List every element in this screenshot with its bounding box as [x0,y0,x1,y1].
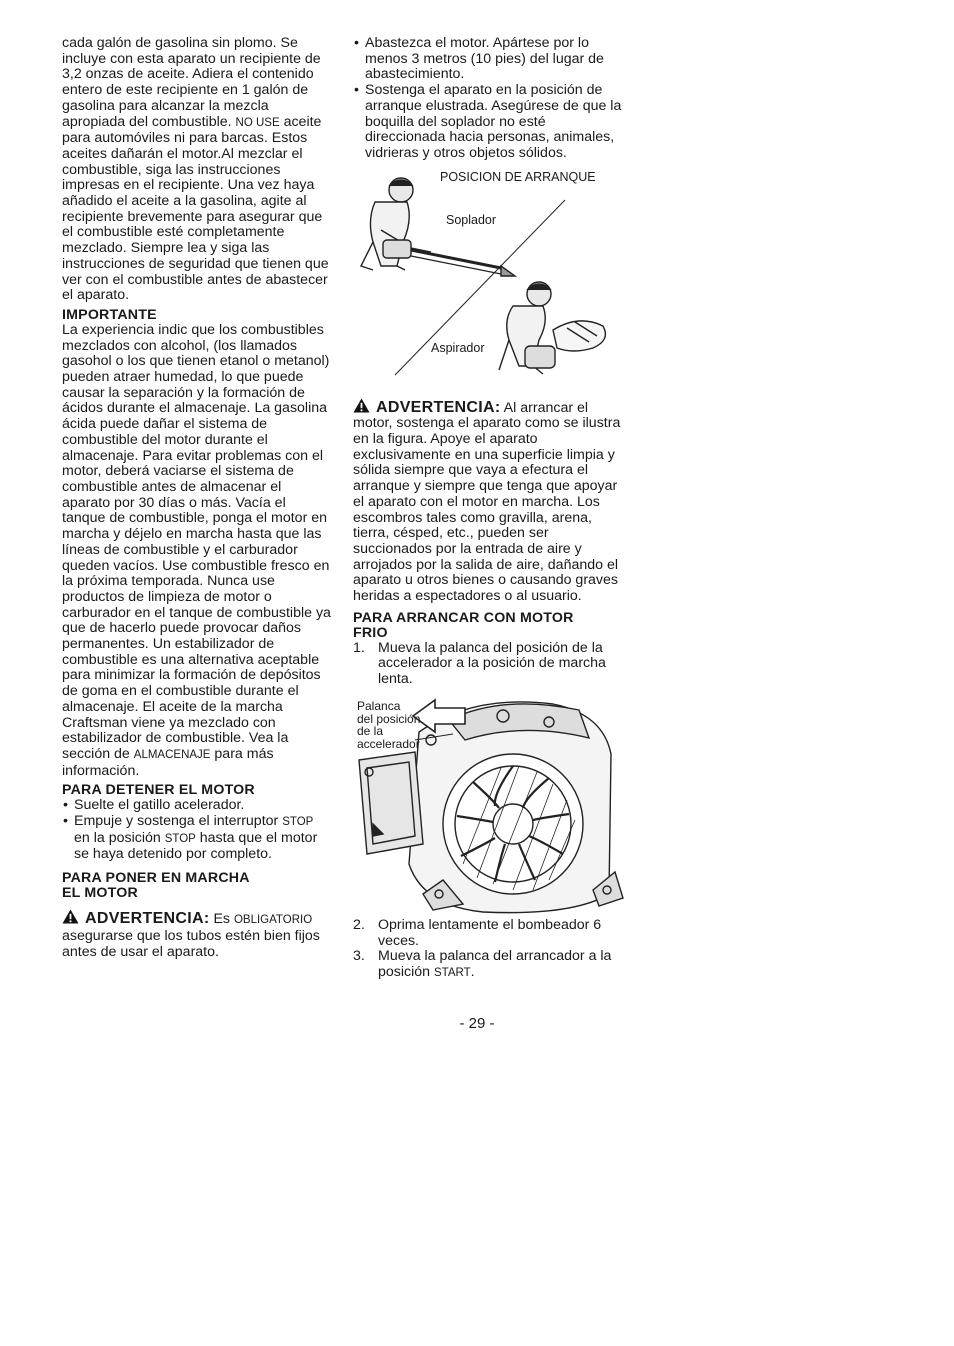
starting-position-illustration [353,170,625,388]
list-item: • Abastezca el motor. Apártese por lo menos 3 metros (10 pies) del lugar de abastecimiento. [353,36,625,83]
list-item: • Suelte el gatillo acelerador. [62,798,332,814]
no-use-text: NO USE [235,116,280,129]
throttle-label: Palanca del posición de la accelerador [357,698,421,752]
aspirador-label: Aspirador [431,340,485,355]
list-item: • Empuje y sostenga el interruptor STOP en la posición STOP hasta que el motor se haya detenido por completo. [62,814,332,863]
list-item: 1. Mueva la palanca del posición de la accelerador a la posición de marcha lenta. [353,639,606,688]
starting-position-figure [353,170,625,388]
warning-icon [62,909,79,924]
frio-heading: PARA ARRANCAR CON MOTOR FRIO [353,609,574,641]
start-prep-list [353,36,625,162]
page-number: - 29 - [459,1015,495,1032]
importante-heading: IMPORTANTE [62,306,157,323]
cold-start-steps-b [353,918,625,982]
detener-list [62,798,332,863]
list-item: 3. Mueva la palanca del arrancador a la posición START. [353,948,612,980]
posicion-arranque-label: POSICION DE ARRANQUE [440,169,596,184]
warning-start-surface: ADVERTENCIA: Al arrancar el motor, sostenga el aparato como se ilustra en la figura. Apoye el aparato exclusivamente en una superficie limpia y sólida siempre que vaya a efectura el arranque y siempre que tenga que apoyar el aparato con el motor en marcha. Los escombros tales como gravilla, arena, tierra, césped, etc., pueden ser succionados por la entrada de aire y arrojados por la salida de aire, dañando el aparato u otros bienes o causando graves heridas a espectadores o al usuario. [353,398,621,605]
left-column [62,36,332,960]
importante-paragraph: La experiencia indic que los combustibles mezclados con alcohol, (los llamados gasohol o los que tienen etanol o metanol) pueden atraer humedad, lo que puede causar la separación y la formación de ácidos durante el almacenaje. La gasolina ácida puede dañar el sistema de combustible del motor durante el almacenaje. Para evitar problemas con el motor, deberá vaciarse el sistema de combustible antes de almacenar el aparato por 30 días o más. Vacía el tanque de combustible, ponga el motor en marcha y déjelo en marcha hasta que las líneas de combustible y el carburador queden vacíos. Use combustible fresco en la próxima temporada. Nunca use productos de limpieza de motor o carburador en el tanque de combustible ya que de hacerlo puede provocar daños permanentes. Un estabilizador de combustible es una alternativa aceptable para minimizar la formación de depósitos de goma en el combustible durante el almacenaje. El aceite de la marcha Craftsman viene ya mezclado con estabilizador de combustible. Vea la sección de ALMACENAJE para más información. [62,321,331,779]
detener-heading: PARA DETENER EL MOTOR [62,782,255,799]
warning-icon [353,398,370,413]
list-item: 2. Oprima lentamente el bombeador 6 veces. [353,916,602,949]
cold-start-steps-a [353,641,625,688]
right-column [353,36,625,982]
fuel-mix-paragraph: cada galón de gasolina sin plomo. Se incluye con esta aparato un recipiente de 3,2 onzas de aceite. Adiera el contenido entero de este recipiente en 1 galón de gasolina para alcanzar la mezcla apropiada del combustible. NO USE aceite para automóviles ni para barcas. Estos aceites dañarán el motor.Al mezclar el combustible, siga las instrucciones impresas en el recipiente. Una vez haya añadido el aceite a la gasolina, agite al recipiente brevemente para asegurar que el combustible esté completamente mezclado. Siempre lea y siga las instrucciones de seguridad que tienen que ver con el combustible antes de abastecer el aparato. [62,35,329,304]
list-item: • Sostenga el aparato en la posición de arranque elustrada. Asegúrese de que la boquilla del soplador no esté direccionada hacia personas, animales, vidrieras y otros objetos sólidos. [353,83,625,162]
poner-heading: PARA PONER EN MARCHA EL MOTOR [62,870,250,902]
soplador-label: Soplador [446,212,497,227]
throttle-figure [353,694,625,916]
warning-tubes: ADVERTENCIA: Es OBLIGATORIO asegurarse que los tubos estén bien fijos antes de usar el aparato. [62,910,320,960]
